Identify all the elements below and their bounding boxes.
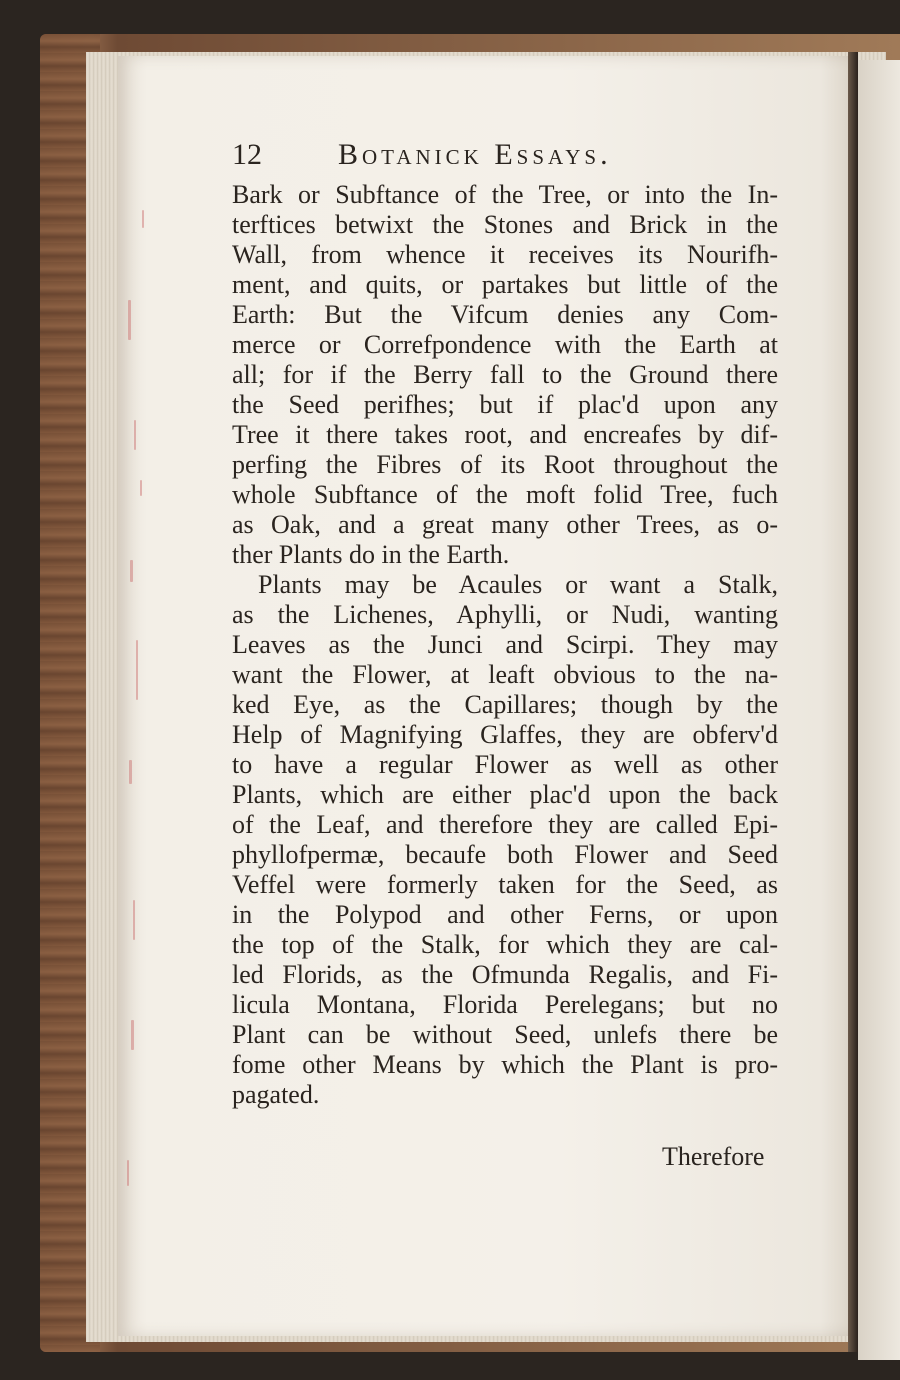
facing-page-edge — [858, 60, 900, 1360]
text-line: of the Leaf, and therefore they are called Epi- — [232, 810, 778, 839]
text-line: fome other Means by which the Plant is pro- — [232, 1050, 778, 1079]
catchword: Therefore — [662, 1142, 765, 1171]
text-line: led Florids, as the Ofmunda Regalis, and Fi- — [232, 960, 778, 989]
text-line: all; for if the Berry fall to the Ground there — [232, 360, 778, 389]
text-line: ther Plants do in the Earth. — [232, 540, 510, 569]
text-line: to have a regular Flower as well as other — [232, 750, 778, 779]
text-line: phyllofpermæ, becaufe both Flower and Seed — [232, 840, 778, 869]
text-line: whole Subftance of the moft folid Tree, fuch — [232, 480, 778, 509]
text-line: ment, and quits, or partakes but little of the — [232, 270, 778, 299]
text-line: licula Montana, Florida Perelegans; but no — [232, 990, 778, 1019]
text-line: Plants, which are either plac'd upon the back — [232, 780, 778, 809]
text-line: Veffel were formerly taken for the Seed, as — [232, 870, 778, 899]
text-line: as Oak, and a great many other Trees, as o- — [232, 510, 778, 539]
text-line: the top of the Stalk, for which they are cal- — [232, 930, 778, 959]
text-line: want the Flower, at leaft obvious to the na- — [232, 660, 778, 689]
text-line: perfing the Fibres of its Root throughout the — [232, 450, 778, 479]
page-number: 12 — [232, 138, 262, 171]
text-line: as the Lichenes, Aphylli, or Nudi, wanting — [232, 600, 778, 629]
text-line: ked Eye, as the Capillares; though by the — [232, 690, 778, 719]
text-line: Bark or Subftance of the Tree, or into the In- — [232, 180, 778, 209]
running-head — [232, 138, 772, 174]
body-text — [232, 180, 778, 1110]
text-line: Plants may be Acaules or want a Stalk, — [258, 570, 778, 599]
text-line: Leaves as the Junci and Scirpi. They may — [232, 630, 778, 659]
text-line: Help of Magnifying Glaffes, they are obferv'd — [232, 720, 778, 749]
book-gutter — [848, 52, 858, 1352]
text-line: in the Polypod and other Ferns, or upon — [232, 900, 778, 929]
text-line: pagated. — [232, 1080, 320, 1109]
text-line: terftices betwixt the Stones and Brick in the — [232, 210, 778, 239]
text-line: Wall, from whence it receives its Nourifh- — [232, 240, 778, 269]
running-title: Botanick Essays. — [338, 138, 612, 171]
text-line: merce or Correfpondence with the Earth at — [232, 330, 778, 359]
text-line: Plant can be without Seed, unlefs there be — [232, 1020, 778, 1049]
text-line: the Seed perifhes; but if plac'd upon any — [232, 390, 778, 419]
text-line: Earth: But the Vifcum denies any Com- — [232, 300, 778, 329]
text-line: Tree it there takes root, and encreafes by dif- — [232, 420, 778, 449]
